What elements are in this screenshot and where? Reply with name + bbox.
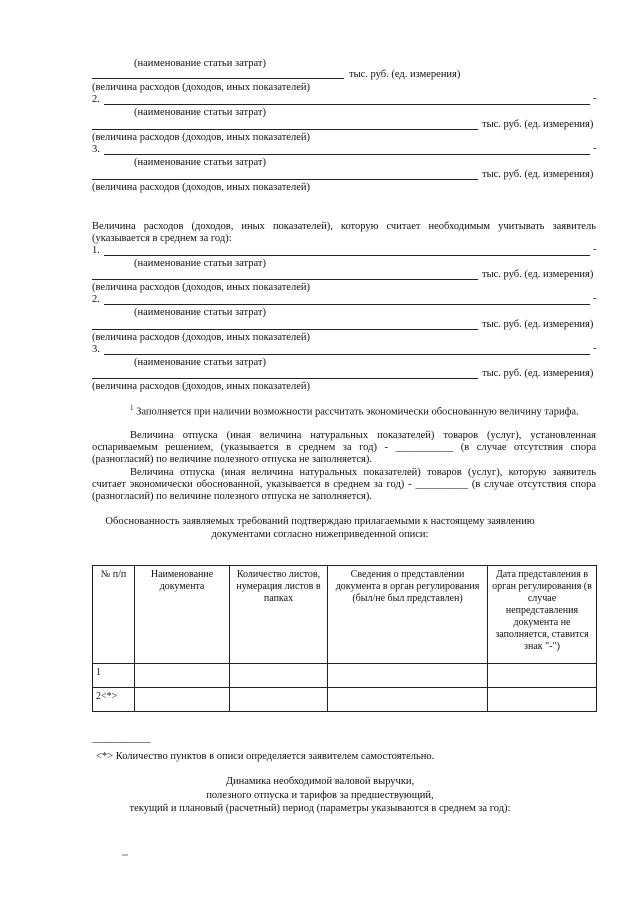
- unit-caption: тыс. руб. (ед. измерения): [482, 269, 594, 280]
- unit-caption: тыс. руб. (ед. измерения): [482, 319, 594, 330]
- cost-value-line[interactable]: [92, 179, 478, 180]
- claimant-expenses-intro: Величина расходов (доходов, иных показателей), которую считает необходимым учитывать заявитель (указывается в среднем за год):: [92, 221, 596, 245]
- cost-item-name-caption: (наименование статьи затрат): [134, 58, 266, 69]
- footnote-marker: 1: [130, 404, 134, 412]
- table-row: [93, 688, 597, 712]
- header-sheet-count: Количество листов, нумерация листов в папках: [230, 566, 328, 664]
- cost-value-caption: (величина расходов (доходов, иных показателей): [92, 381, 310, 392]
- cost-value-caption: (величина расходов (доходов, иных показателей): [92, 332, 310, 343]
- disputed-volume-paragraph: Величина отпуска (иная величина натуральных показателей) товаров (услуг), установленная оспариваемым решением, (указывается в среднем за год) - ___________ (в случае отсутствия спора (разногласий) по величине полезного отпуска не заполняется).: [92, 430, 596, 466]
- row-number: 1: [93, 664, 135, 688]
- cost-item-name-caption: (наименование статьи затрат): [134, 157, 266, 168]
- unit-caption: тыс. руб. (ед. измерения): [482, 119, 594, 130]
- cost-item-name-line[interactable]: [104, 255, 590, 256]
- table-cell[interactable]: [135, 664, 230, 688]
- table-cell[interactable]: [488, 664, 597, 688]
- header-submission-date: Дата представления в орган регулирования (в случае непредставления документа не заполняется, ставится знак "-"): [488, 566, 597, 664]
- cost-value-caption: (величина расходов (доходов, иных показателей): [92, 82, 310, 93]
- cost-value-caption: (величина расходов (доходов, иных показателей): [92, 132, 310, 143]
- row-number: 2<*>: [93, 688, 135, 712]
- table-cell[interactable]: [135, 688, 230, 712]
- footnote-2-text: <*> Количество пунктов в описи определяется заявителем самостоятельно.: [96, 751, 435, 762]
- justification-line1: Обоснованность заявляемых требований подтверждаю прилагаемыми к настоящему заявлению: [105, 516, 535, 527]
- table-cell[interactable]: [230, 664, 328, 688]
- table-cell[interactable]: [230, 688, 328, 712]
- dash-mark: -: [593, 343, 597, 354]
- unit-caption: тыс. руб. (ед. измерения): [482, 169, 594, 180]
- cost-item-name-caption: (наименование статьи затрат): [134, 107, 266, 118]
- cost-item-name-line[interactable]: [104, 154, 590, 155]
- dynamics-line3: текущий и плановый (расчетный) период (параметры указываются в среднем за год):: [129, 803, 511, 814]
- unit-caption: тыс. руб. (ед. измерения): [482, 368, 594, 379]
- cost-value-line[interactable]: [92, 129, 478, 130]
- cost-value-line[interactable]: [92, 378, 478, 379]
- cost-value-line[interactable]: [92, 78, 344, 79]
- cost-item-name-caption: (наименование статьи затрат): [134, 258, 266, 269]
- dynamics-line2: полезного отпуска и тарифов за предшествующий,: [206, 790, 434, 801]
- header-document-name: Наименование документа: [135, 566, 230, 664]
- table-header-row: [93, 566, 597, 664]
- item-number: 1.: [92, 245, 100, 256]
- item-number: 2.: [92, 94, 100, 105]
- table-cell[interactable]: [488, 688, 597, 712]
- footnote-1-text: Заполняется при наличии возможности рассчитать экономически обоснованную величину тарифа.: [136, 406, 579, 418]
- header-submission-info: Сведения о представлении документа в орган регулирования (был/не был представлен): [328, 566, 488, 664]
- dash-mark: -: [593, 293, 597, 304]
- table-cell[interactable]: [328, 688, 488, 712]
- cost-item-name-line[interactable]: [104, 304, 590, 305]
- dash-mark: -: [593, 143, 597, 154]
- cost-value-caption: (величина расходов (доходов, иных показателей): [92, 182, 310, 193]
- footnote-1: [130, 404, 579, 419]
- footnote-rule: --------------------------------: [92, 738, 151, 746]
- dynamics-line1: Динамика необходимой валовой выручки,: [225, 776, 415, 787]
- cost-value-caption: (величина расходов (доходов, иных показателей): [92, 282, 310, 293]
- item-number: 3.: [92, 344, 100, 355]
- table-row: [93, 664, 597, 688]
- table-cell[interactable]: [328, 664, 488, 688]
- cost-item-name-caption: (наименование статьи затрат): [134, 307, 266, 318]
- cost-item-name-line[interactable]: [104, 354, 590, 355]
- header-number: № п/п: [93, 566, 135, 664]
- scan-artifact: [122, 854, 128, 856]
- cost-value-line[interactable]: [92, 279, 478, 280]
- cost-value-line[interactable]: [92, 329, 478, 330]
- claimed-volume-paragraph: Величина отпуска (иная величина натуральных показателей) товаров (услуг), которую заявитель считает экономически обоснованной, указывается в среднем за год) - __________ (в случае отсутствия спора (разногласий) по величине полезного отпуска не заполняется).: [92, 467, 596, 503]
- cost-item-name-caption: (наименование статьи затрат): [134, 357, 266, 368]
- item-number: 2.: [92, 294, 100, 305]
- cost-item-name-line[interactable]: [104, 104, 590, 105]
- unit-caption: тыс. руб. (ед. измерения): [349, 69, 461, 80]
- dash-mark: -: [593, 244, 597, 255]
- dash-mark: -: [593, 93, 597, 104]
- justification-line2: документами согласно нижеприведенной описи:: [211, 529, 429, 540]
- document-inventory-table: [92, 565, 597, 712]
- item-number: 3.: [92, 144, 100, 155]
